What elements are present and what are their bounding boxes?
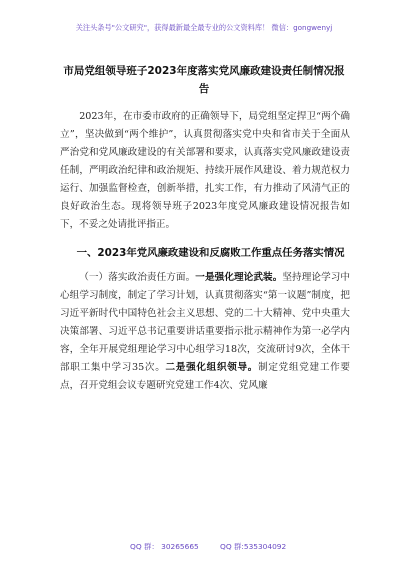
document-title: 市局党组领导班子2023年度落实党风廉政建设责任制情况报告 [63,65,345,95]
key-point-2: 二是强化组织领导。 [165,362,259,373]
subsection-label: （一）落实政治责任方面。 [79,272,196,283]
section-heading-1: 一、2023年党风廉政建设和反腐败工作重点任务落实情况 [76,247,345,259]
key-point-1: 一是强化理论武装。 [195,272,283,283]
intro-paragraph: 2023年，在市委市政府的正确领导下，局党组坚定捍卫“两个确立”，坚决做到“两个维护”，认真贯彻落实党中央和省市关于全面从严治党和党风廉政建设的有关部署和要求，认真落实党风廉政建设责任制，严明政治纪律和政治规矩、持续开展作风建设、着力规范权力运行、加强监督检查，创新举措，扎实工作，有力推动了风清气正的良好政治生态。现将领导班子2023年度党风廉政建设情况报告如下，不妥之处请批评指正。 [60,111,350,230]
watermark-banner: 关注头条号"公文研究"，获得最新最全最专业的公文资料库！ 微信：gongwenyj [75,23,333,32]
document-body [60,108,350,395]
key-point-2-text: 制定党组党建工作要点，召开党组会议专题研究党建工作4次、党风廉 [60,362,350,391]
key-point-1-text: 坚持理论学习中心组学习制度，制定了学习计划，认真贯彻落实“第一议题”制度，把习近平新时代中国特色社会主义思想、党的二十大精神、党中央重大决策部署、习近平总书记重要讲话重要指示批示精神作为第一必学内容，全年开展党组理论学习中心组学习18次，交流研讨9次，全体干部职工集中学习35次。 [60,272,351,373]
subsection-paragraph-1 [60,269,350,395]
qq-group-2: QQ 群:535304092 [220,542,287,551]
qq-group-1: QQ 群： 30265665 [130,542,199,551]
